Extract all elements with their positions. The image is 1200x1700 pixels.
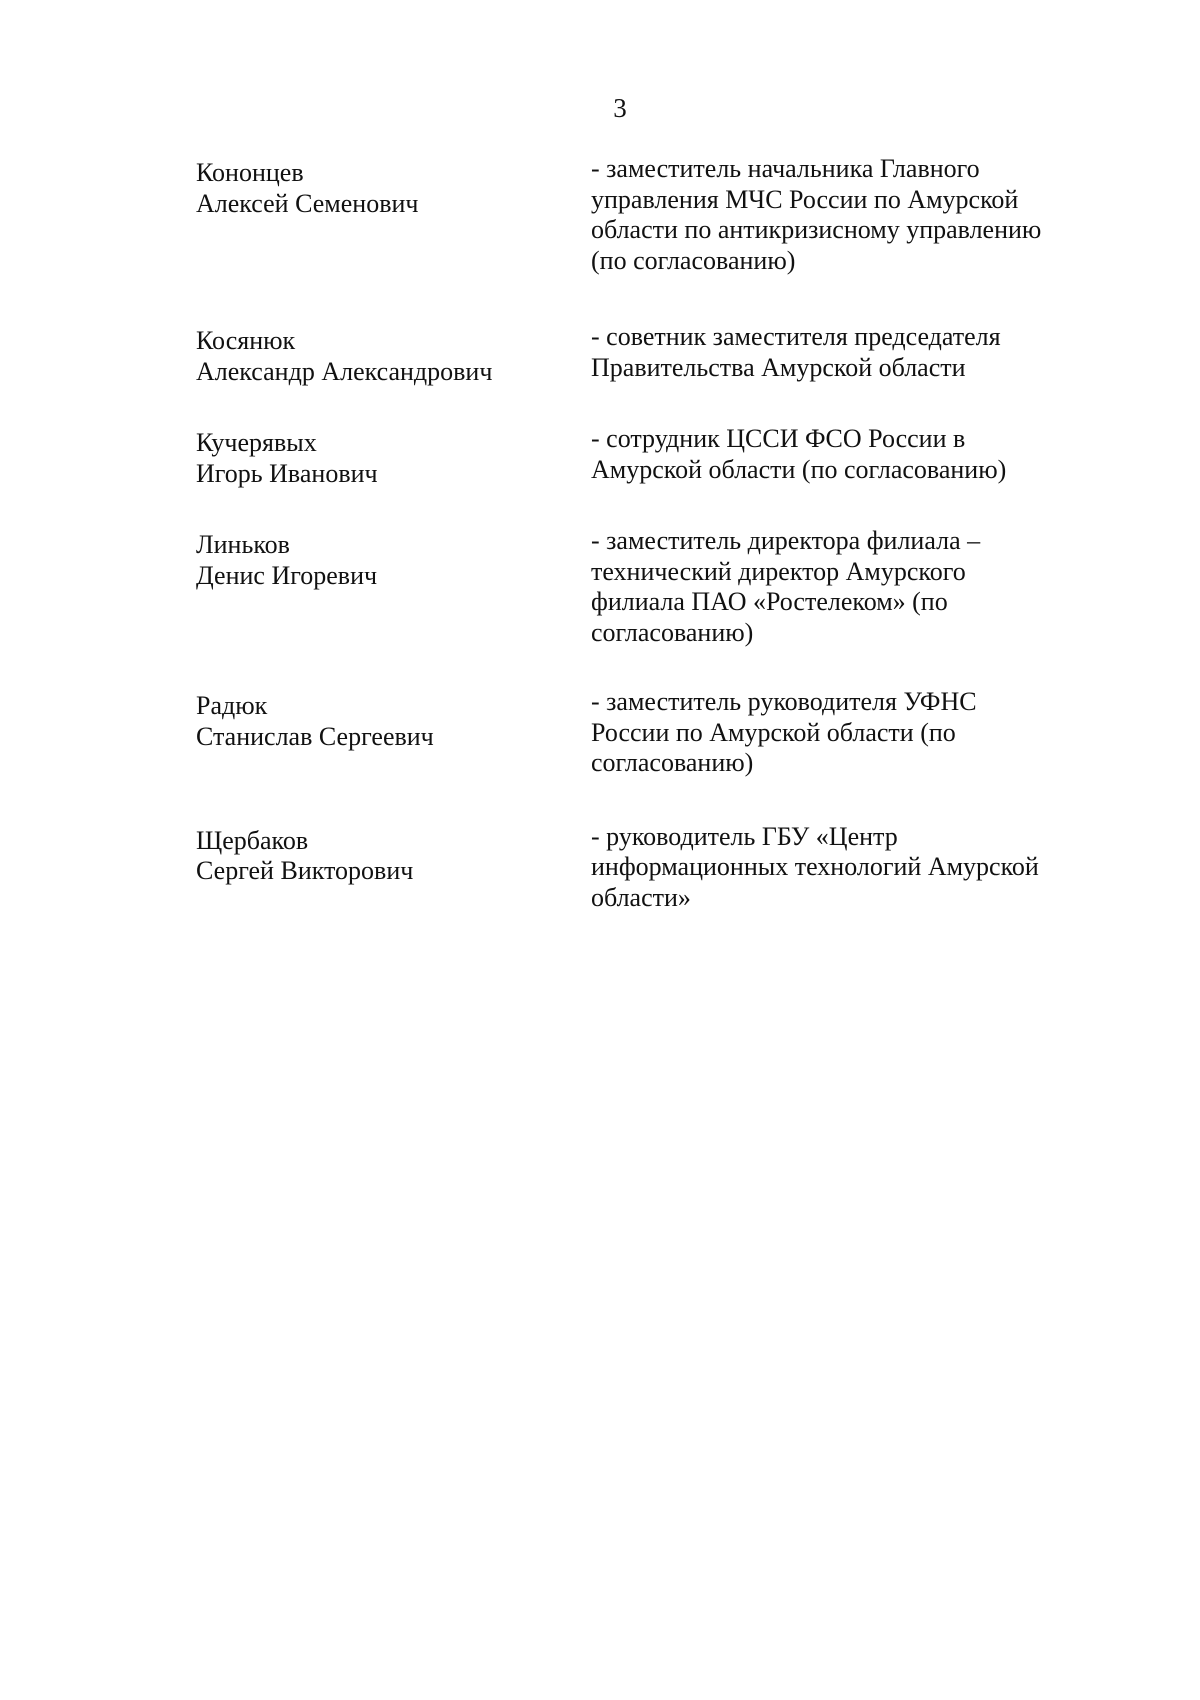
member-position [591,822,1076,914]
position-line: - заместитель руководителя УФНС [591,687,977,716]
position-line: - заместитель начальника Главного [591,154,980,183]
member-entry [196,424,1076,489]
member-surname: Щербаков [196,825,309,855]
member-name [196,526,591,591]
position-line: области» [591,882,691,912]
member-entry [196,322,1076,387]
member-entry [196,526,1076,648]
position-line: филиала ПАО «Ростелеком» (по [591,587,948,616]
member-entry [196,822,1076,914]
member-name [196,687,591,752]
position-line: - советник заместителя председателя [591,322,1001,351]
member-position [591,526,1076,648]
member-surname: Линьков [196,530,290,559]
position-line: Амурской области (по согласованию) [591,454,1007,484]
member-given-names: Денис Игоревич [196,560,378,590]
member-entry [196,687,1076,779]
position-line: - руководитель ГБУ «Центр [591,821,898,851]
member-position [591,687,1076,779]
position-line: согласованию) [591,748,754,777]
position-line: России по Амурской области (по [591,717,956,747]
position-line: согласованию) [591,617,754,647]
member-entry [196,154,1076,276]
position-line: (по согласованию) [591,245,796,275]
member-surname: Радюк [196,691,268,720]
member-surname: Косянюк [196,326,296,355]
member-position [591,154,1076,276]
member-name [196,822,591,887]
position-line: области по антикризисному управлению [591,215,1042,244]
member-surname: Кучерявых [196,428,317,457]
position-line: управления МЧС России по Амурской [591,184,1019,214]
page-number: 3 [613,93,627,123]
member-list [196,154,1076,913]
member-given-names: Александр Александрович [196,356,493,386]
member-surname: Кононцев [196,158,304,187]
member-position [591,424,1076,485]
position-line: информационных технологий Амурской [591,852,1039,881]
member-given-names: Сергей Викторович [196,856,414,885]
position-line: - сотрудник ЦССИ ФСО России в [591,424,966,453]
position-line: - заместитель директора филиала – [591,526,981,555]
member-given-names: Алексей Семенович [196,188,419,218]
position-line: Правительства Амурской области [591,352,966,382]
member-name [196,154,591,219]
member-name [196,424,591,489]
member-position [591,322,1076,383]
member-name [196,322,591,387]
member-given-names: Станислав Сергеевич [196,721,434,751]
position-line: технический директор Амурского [591,556,966,586]
member-given-names: Игорь Иванович [196,458,378,488]
